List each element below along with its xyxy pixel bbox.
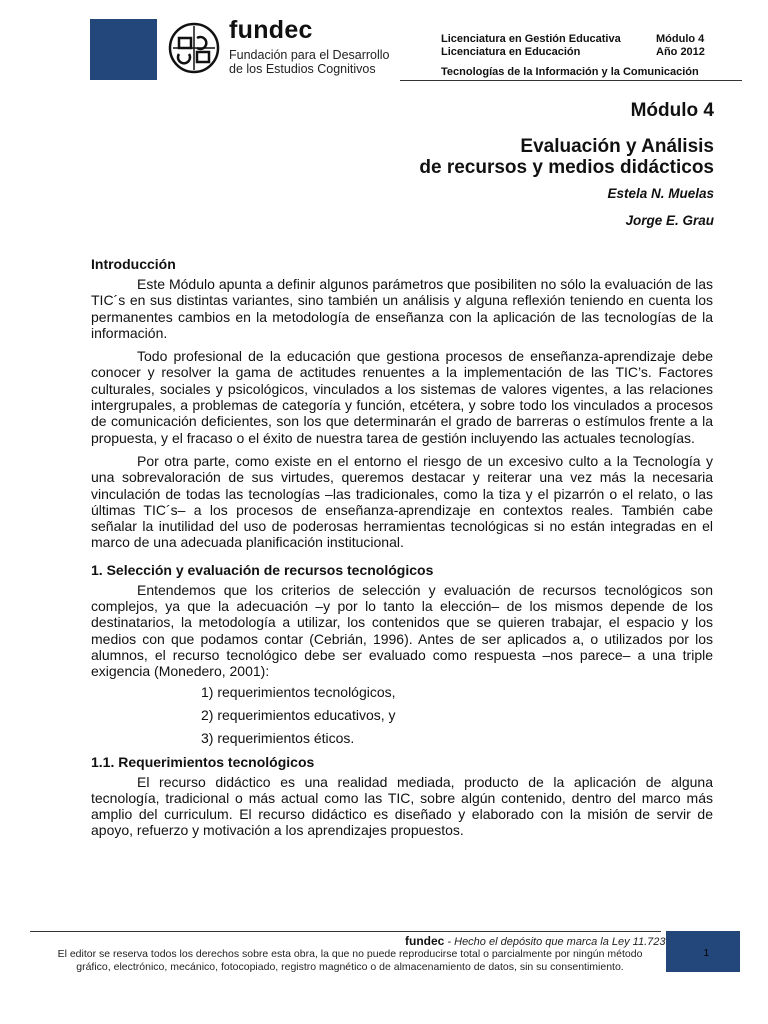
footer-brand-line <box>405 934 666 948</box>
header-program-1: Licenciatura en Gestión Educativa <box>441 33 621 45</box>
intro-paragraph-2: Todo profesional de la educación que gestiona procesos de enseñanza-aprendizaje debe conocer y resolver la gama de actitudes renuentes a la implementación de las TIC’s. Factores culturales, sociales y psicológicos, vinculados a los sistemas de valores vigentes, a las relaciones intergrupales, a problemas de categoría y función, etcétera, y sobre todo los vinculados a procesos de comunicación deficientes, son los que determinarán el grado de barreras o estímulos frente a la propuesta, y el fracaso o el éxito de nuestra tarea de gestión incluyendo las actuales tecnologías. <box>91 348 713 446</box>
footer-brand: fundec <box>405 934 445 948</box>
page-number-box <box>666 931 740 972</box>
list-item: 2) requerimientos educativos, y <box>201 706 396 723</box>
logo-wordmark: fundec <box>229 16 313 44</box>
intro-paragraph-1: Este Módulo apunta a definir algunos parámetros que posibiliten no sólo la evaluación de las TIC´s en sus distintas variantes, sino también un análisis y alguna reflexión teniendo en cuenta los permanentes cambios en la metodología de enseñanza con la aplicación de las tecnologías de la información. <box>91 276 713 341</box>
logo-tagline-line-1: Fundación para el Desarrollo <box>229 48 390 62</box>
intro-paragraph-3: Por otra parte, como existe en el entorno el riesgo de un excesivo culto a la Tecnología y una sobrevaloración de sus virtudes, queremos destacar y reiterar una vez más la necesaria vinculación de todas las tecnologías –las tradicionales, como la tiza y el pizarrón o el relato, o las últimas TIC´s– a los procesos de enseñanza-aprendizaje en contextos reales. También cabe señalar la inutilidad del uso de poderosas herramientas tecnológicas si no están integradas en el marco de una adecuada planificación institucional. <box>91 452 713 551</box>
fundec-logo <box>165 18 390 78</box>
header-year: Año 2012 <box>656 46 705 58</box>
footer-legal-line-1: El editor se reserva todos los derechos sobre esta obra, la que no puede reproducirse total o parcialmente por ningún método <box>57 948 643 960</box>
list-item: 3) requerimientos éticos. <box>201 729 355 746</box>
section-1-heading: 1. Selección y evaluación de recursos tecnológicos <box>91 561 434 578</box>
page-number: 1 <box>703 948 709 959</box>
header-divider <box>400 80 742 81</box>
logo-tagline-line-2: de los Estudios Cognitivos <box>229 62 376 76</box>
fundec-logo-icon <box>165 22 223 74</box>
author-2: Jorge E. Grau <box>625 213 714 228</box>
footer-divider <box>30 931 661 932</box>
author-1: Estela N. Muelas <box>607 186 714 201</box>
document-header <box>441 33 721 79</box>
section-1-paragraph: Entendemos que los criterios de selección y evaluación de recursos tecnológicos son complejos, ya que la adecuación –y por lo tanto la elección– de los mismos depende de los destinatarios, la metodología a utilizar, los contenidos que se quieren trabajar, el espacio y los medios con que podamos contar (Cebrián, 1996). Antes de ser aplicados a, o utilizados por los alumnos, el recurso tecnológico debe ser evaluado como respuesta –nos parece– a una triple exigencia (Monedero, 2001): <box>91 581 713 680</box>
document-body <box>91 256 713 839</box>
section-1-1-heading: 1.1. Requerimientos tecnológicos <box>91 753 315 770</box>
module-title: Módulo 4 <box>630 100 714 121</box>
title-block <box>419 100 714 228</box>
footer-legal-line-2: gráfico, electrónico, mecánico, fotocopiado, registro magnético o de almacenamiento de datos, sin su consentimiento. <box>76 960 624 973</box>
logo-tagline <box>229 48 390 76</box>
requirements-list <box>91 685 713 746</box>
header-course: Tecnologías de la Información y la Comunicación <box>441 66 699 78</box>
document-title-line-2: de recursos y medios didácticos <box>419 157 714 178</box>
header-color-block <box>90 19 157 80</box>
document-title-line-1: Evaluación y Análisis <box>520 136 714 157</box>
footer-deposit-notice: - Hecho el depósito que marca la Ley 11.723 <box>447 936 666 948</box>
intro-heading: Introducción <box>91 256 176 272</box>
header-program-2: Licenciatura en Educación <box>441 46 581 58</box>
list-item: 1) requerimientos tecnológicos, <box>201 683 396 700</box>
header-module: Módulo 4 <box>656 33 705 45</box>
footer-legal-notice <box>30 948 670 973</box>
section-1-1-paragraph: El recurso didáctico es una realidad mediada, producto de la aplicación de alguna tecnología, tradicional o más actual como las TIC, sobre algún contenido, dentro del marco más amplio del curriculum. El recurso didáctico es diseñado y elaborado con la misión de servir de apoyo, refuerzo y motivación a los aprendizajes propuestos. <box>91 773 713 839</box>
